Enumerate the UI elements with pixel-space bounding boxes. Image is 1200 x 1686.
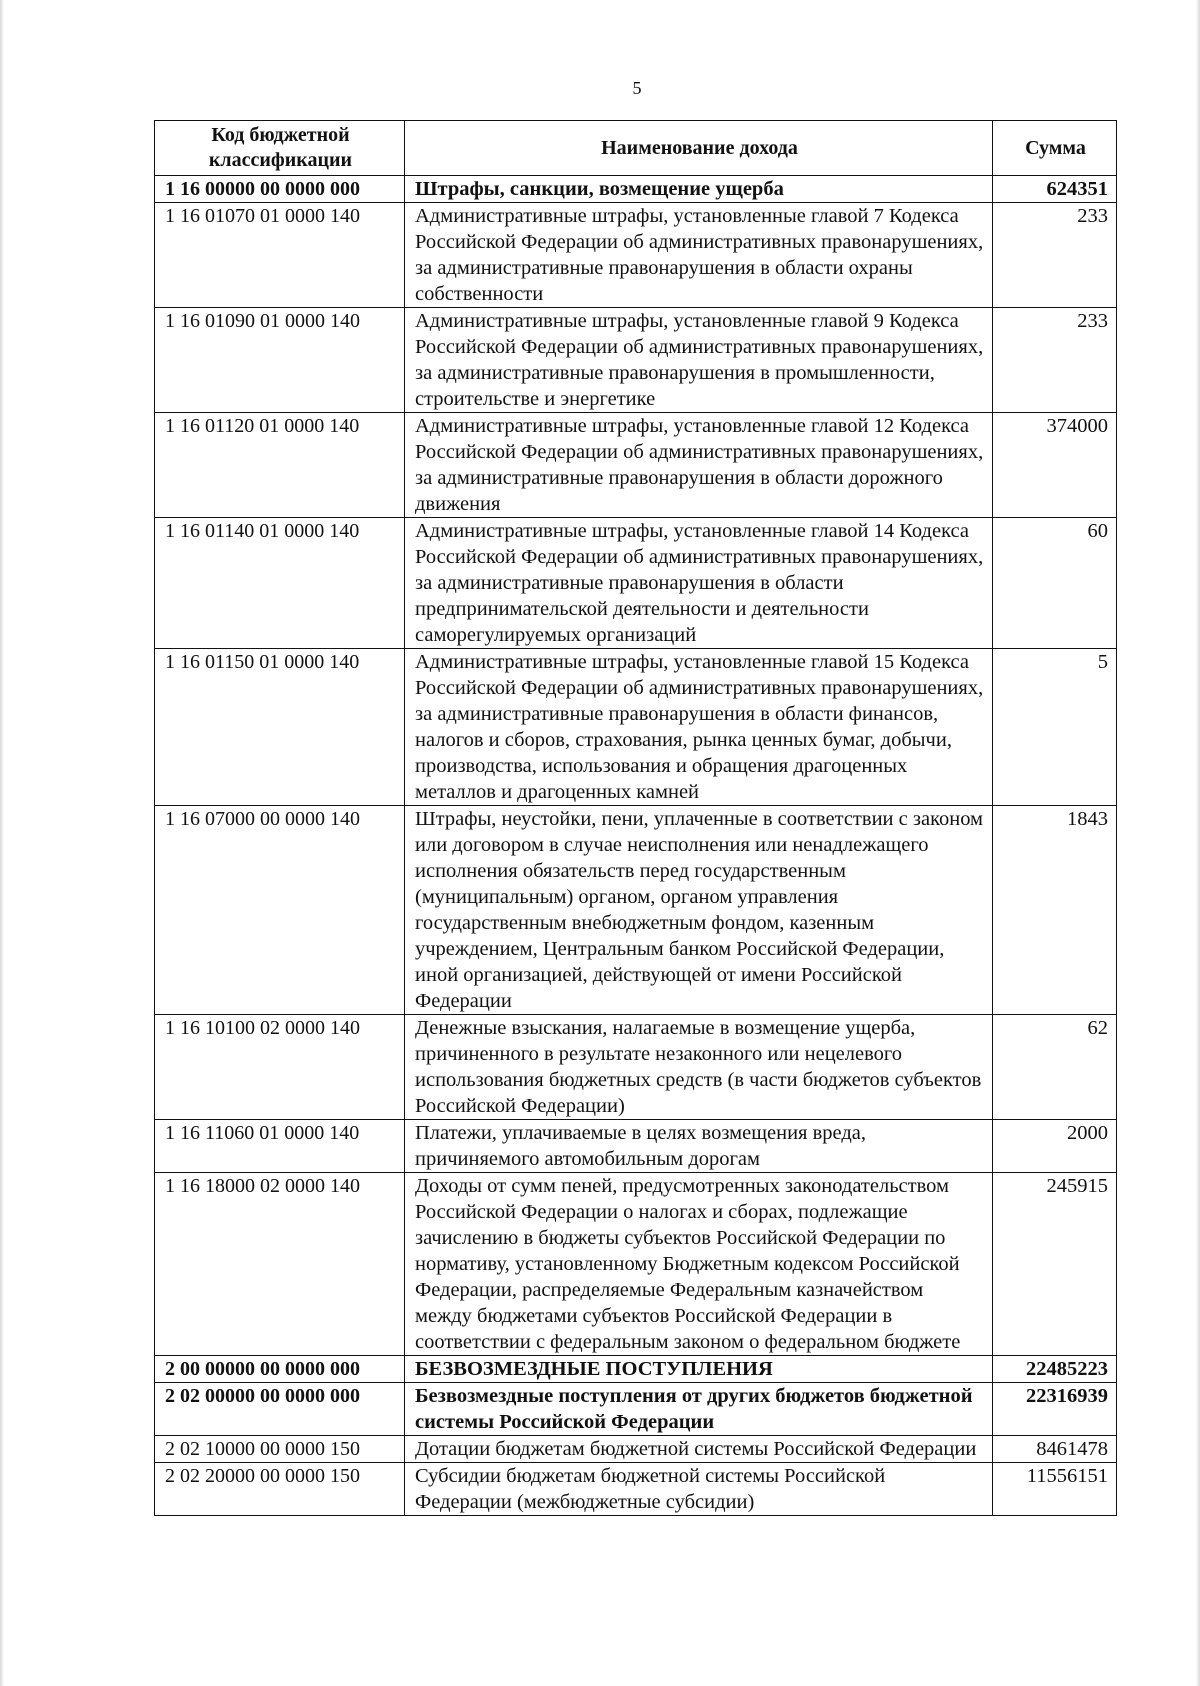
table-row <box>155 413 1117 518</box>
cell-code: 1 16 07000 00 0000 140 <box>155 806 405 1015</box>
cell-name: Административные штрафы, установленные главой 7 Кодекса Российской Федерации об административных правонарушениях, за административные правонарушения в области охраны собственности <box>405 203 993 308</box>
table-row <box>155 203 1117 308</box>
table-row <box>155 176 1117 203</box>
cell-sum: 62 <box>993 1015 1117 1120</box>
cell-name: Штрафы, санкции, возмещение ущерба <box>405 176 993 203</box>
cell-code: 1 16 01090 01 0000 140 <box>155 308 405 413</box>
cell-sum: 1843 <box>993 806 1117 1015</box>
cell-sum: 22316939 <box>993 1383 1117 1436</box>
cell-name: Административные штрафы, установленные главой 14 Кодекса Российской Федерации об административных правонарушениях, за административные правонарушения в области предпринимательской деятельности и деятельности саморегулируемых организаций <box>405 518 993 649</box>
page-number: 5 <box>632 78 642 98</box>
cell-code: 1 16 01140 01 0000 140 <box>155 518 405 649</box>
table-row <box>155 1015 1117 1120</box>
cell-code: 1 16 18000 02 0000 140 <box>155 1173 405 1356</box>
cell-code: 2 02 00000 00 0000 000 <box>155 1383 405 1436</box>
cell-name: БЕЗВОЗМЕЗДНЫЕ ПОСТУПЛЕНИЯ <box>405 1356 993 1383</box>
cell-code: 1 16 01120 01 0000 140 <box>155 413 405 518</box>
cell-sum: 8461478 <box>993 1436 1117 1463</box>
cell-code: 1 16 01070 01 0000 140 <box>155 203 405 308</box>
header-name: Наименование дохода <box>405 121 993 176</box>
table-row <box>155 1436 1117 1463</box>
cell-code: 1 16 11060 01 0000 140 <box>155 1120 405 1173</box>
cell-sum: 233 <box>993 308 1117 413</box>
table-row <box>155 518 1117 649</box>
cell-name: Штрафы, неустойки, пени, уплаченные в соответствии с законом или договором в случае неисполнения или ненадлежащего исполнения обязательств перед государственным (муниципальным) органом, органом управления государственным внебюджетным фондом, казенным учреждением, Центральным банком Российской Федерации, иной организацией, действующей от имени Российской Федерации <box>405 806 993 1015</box>
cell-code: 2 00 00000 00 0000 000 <box>155 1356 405 1383</box>
table-row <box>155 308 1117 413</box>
table-row <box>155 1356 1117 1383</box>
header-code: Код бюджетной классификации <box>155 121 405 176</box>
cell-sum: 233 <box>993 203 1117 308</box>
cell-name: Доходы от сумм пеней, предусмотренных законодательством Российской Федерации о налогах и сборах, подлежащие зачислению в бюджеты субъектов Российской Федерации по нормативу, установленному Бюджетным кодексом Российской Федерации, распределяемые Федеральным казначейством между бюджетами субъектов Российской Федерации в соответствии с федеральным законом о федеральном бюджете <box>405 1173 993 1356</box>
header-sum: Сумма <box>993 121 1117 176</box>
cell-sum: 2000 <box>993 1120 1117 1173</box>
cell-name: Платежи, уплачиваемые в целях возмещения вреда, причиняемого автомобильным дорогам <box>405 1120 993 1173</box>
cell-code: 2 02 20000 00 0000 150 <box>155 1463 405 1516</box>
cell-name: Денежные взыскания, налагаемые в возмещение ущерба, причиненного в результате незаконного или нецелевого использования бюджетных средств (в части бюджетов субъектов Российской Федерации) <box>405 1015 993 1120</box>
table-row <box>155 1383 1117 1436</box>
cell-name: Административные штрафы, установленные главой 15 Кодекса Российской Федерации об административных правонарушениях, за административные правонарушения в области финансов, налогов и сборов, страхования, рынка ценных бумаг, добычи, производства, использования и обращения драгоценных металлов и драгоценных камней <box>405 649 993 806</box>
table-row <box>155 1120 1117 1173</box>
table-body <box>155 176 1117 1516</box>
header-row <box>155 121 1117 176</box>
cell-code: 1 16 00000 00 0000 000 <box>155 176 405 203</box>
cell-name: Административные штрафы, установленные главой 9 Кодекса Российской Федерации об административных правонарушениях, за административные правонарушения в промышленности, строительстве и энергетике <box>405 308 993 413</box>
revenue-table <box>154 120 1117 1516</box>
cell-code: 1 16 01150 01 0000 140 <box>155 649 405 806</box>
cell-name: Административные штрафы, установленные главой 12 Кодекса Российской Федерации об административных правонарушениях, за административные правонарушения в области дорожного движения <box>405 413 993 518</box>
table-row <box>155 1463 1117 1516</box>
scan-edge-right <box>1196 0 1200 1686</box>
cell-sum: 11556151 <box>993 1463 1117 1516</box>
cell-code: 1 16 10100 02 0000 140 <box>155 1015 405 1120</box>
cell-sum: 22485223 <box>993 1356 1117 1383</box>
scan-edge-left <box>0 0 4 1686</box>
cell-name: Дотации бюджетам бюджетной системы Российской Федерации <box>405 1436 993 1463</box>
cell-sum: 374000 <box>993 413 1117 518</box>
table-row <box>155 649 1117 806</box>
cell-name: Безвозмездные поступления от других бюджетов бюджетной системы Российской Федерации <box>405 1383 993 1436</box>
cell-sum: 245915 <box>993 1173 1117 1356</box>
cell-sum: 60 <box>993 518 1117 649</box>
cell-name: Субсидии бюджетам бюджетной системы Российской Федерации (межбюджетные субсидии) <box>405 1463 993 1516</box>
table-header <box>155 121 1117 176</box>
table-row <box>155 1173 1117 1356</box>
cell-sum: 624351 <box>993 176 1117 203</box>
table-row <box>155 806 1117 1015</box>
cell-code: 2 02 10000 00 0000 150 <box>155 1436 405 1463</box>
cell-sum: 5 <box>993 649 1117 806</box>
